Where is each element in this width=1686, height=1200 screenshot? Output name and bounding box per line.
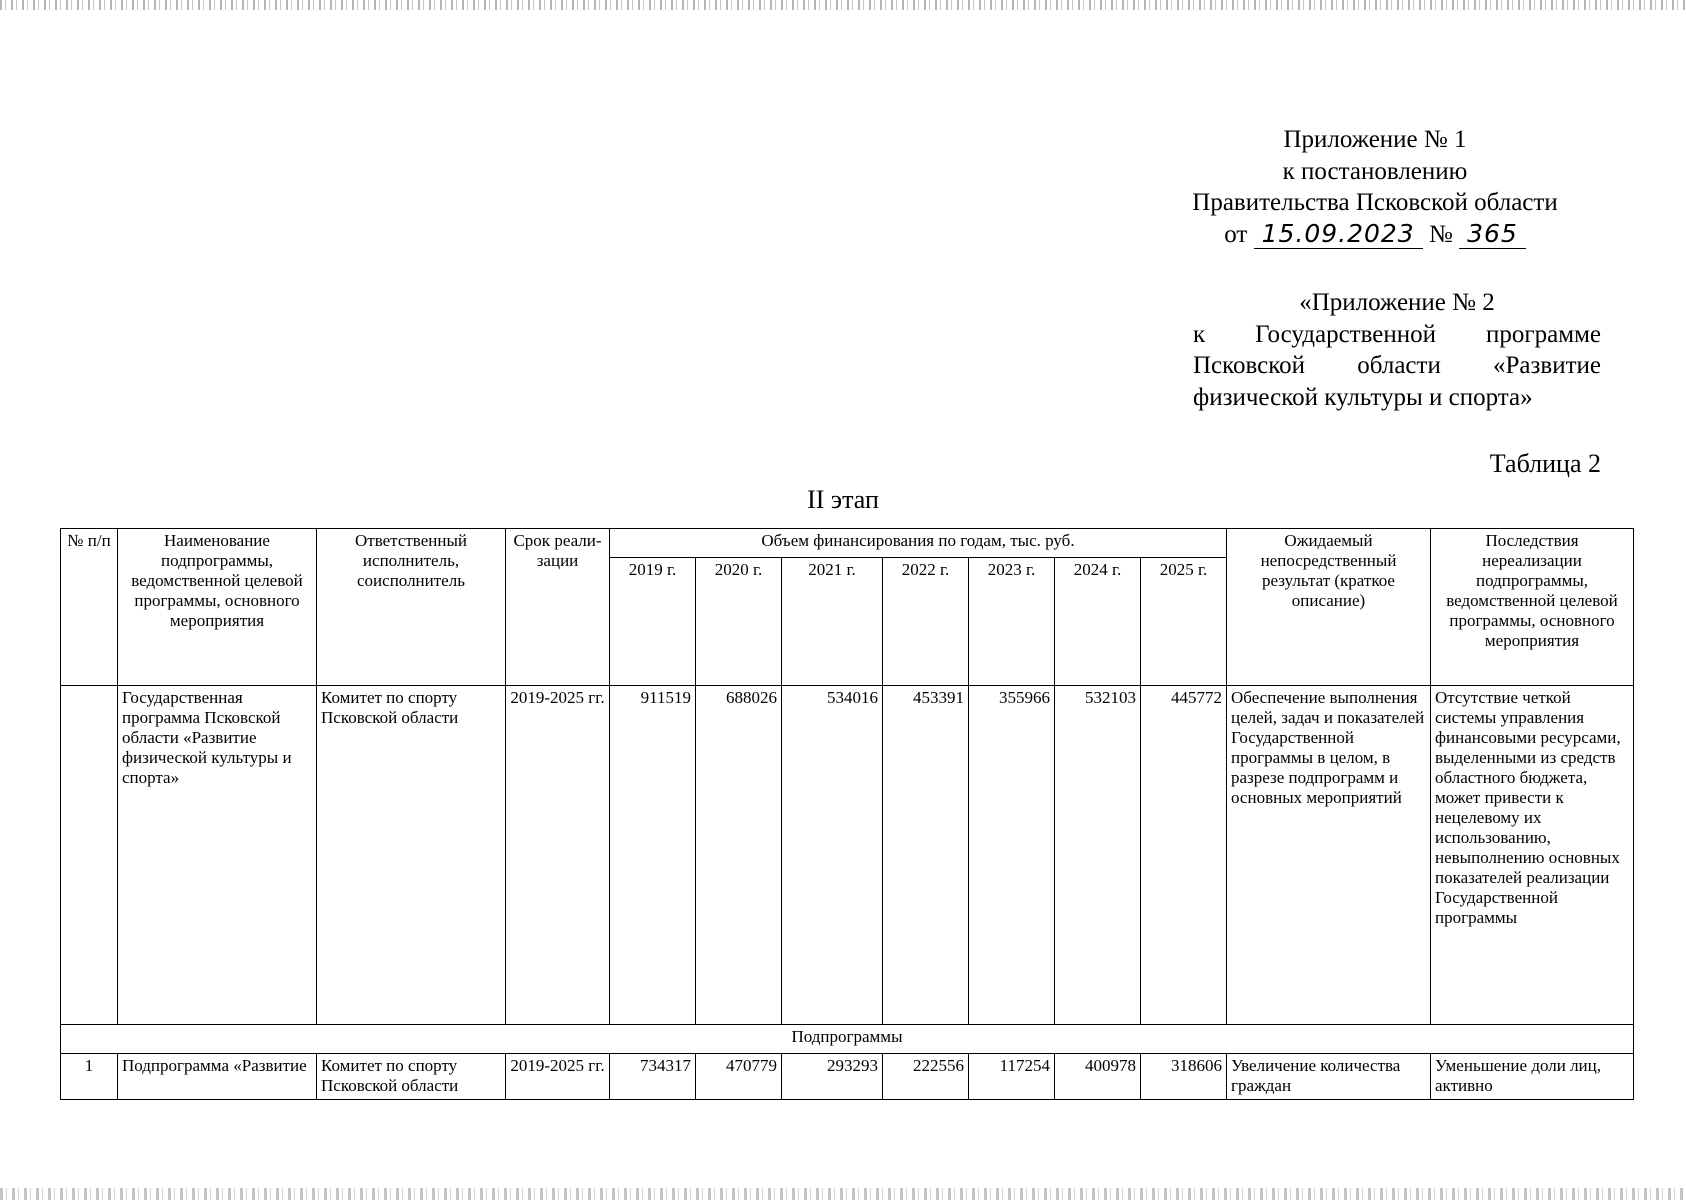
header-year: 2023 г. bbox=[969, 558, 1055, 686]
row-value: 734317 bbox=[610, 1054, 696, 1100]
row-name: Государственная программа Псковской области «Развитие физической культуры и спорта» bbox=[118, 686, 317, 1025]
row-value: 222556 bbox=[883, 1054, 969, 1100]
scan-edge-top bbox=[0, 0, 1686, 10]
handwritten-date: 15.09.2023 bbox=[1254, 219, 1423, 249]
row-value: 532103 bbox=[1055, 686, 1141, 1025]
row-result: Увеличение количества граждан bbox=[1227, 1054, 1431, 1100]
row-value: 400978 bbox=[1055, 1054, 1141, 1100]
row-executor: Комитет по спорту Псковской области bbox=[317, 1054, 506, 1100]
row-consequences: Уменьшение доли лиц, активно bbox=[1431, 1054, 1634, 1100]
table-caption: Таблица 2 bbox=[1489, 449, 1601, 478]
annex-1-title: Приложение № 1 bbox=[1283, 126, 1467, 153]
annex-2-line-2: к Государственной программе bbox=[1193, 320, 1601, 348]
number-prefix: № bbox=[1428, 220, 1453, 248]
row-value: 470779 bbox=[696, 1054, 782, 1100]
row-result: Обеспечение выполнения целей, задач и показателей Государственной программы в целом, в разрезе подпрограмм и основных мероприятий bbox=[1227, 686, 1431, 1025]
funding-table bbox=[60, 528, 1634, 1100]
annex-2-title: «Приложение № 2 bbox=[1299, 289, 1495, 316]
header-year: 2021 г. bbox=[782, 558, 883, 686]
row-value: 445772 bbox=[1141, 686, 1227, 1025]
annex-1-block bbox=[1150, 124, 1600, 250]
row-value: 117254 bbox=[969, 1054, 1055, 1100]
header-row-1 bbox=[61, 529, 1634, 558]
row-name: Подпрограмма «Развитие bbox=[118, 1054, 317, 1100]
header-name: Наименование подпрограммы, ведомственной целевой программы, основного мероприятия bbox=[118, 529, 317, 686]
row-term: 2019-2025 гг. bbox=[506, 686, 610, 1025]
header-year: 2019 г. bbox=[610, 558, 696, 686]
row-value: 534016 bbox=[782, 686, 883, 1025]
row-num: 1 bbox=[61, 1054, 118, 1100]
row-consequences: Отсутствие четкой системы управления финансовыми ресурсами, выделенными из средств областного бюджета, может привести к нецелевому их использованию, невыполнению основных показателей реализации Государственной программы bbox=[1431, 686, 1634, 1025]
stage-title: II этап bbox=[807, 485, 879, 514]
header-term: Срок реали-зации bbox=[506, 529, 610, 686]
header-executor: Ответственный исполнитель, соисполнитель bbox=[317, 529, 506, 686]
row-value: 293293 bbox=[782, 1054, 883, 1100]
section-row bbox=[61, 1025, 1634, 1054]
header-funding: Объем финансирования по годам, тыс. руб. bbox=[610, 529, 1227, 558]
row-value: 911519 bbox=[610, 686, 696, 1025]
row-executor: Комитет по спорту Псковской области bbox=[317, 686, 506, 1025]
header-result: Ожидаемый непосредственный результат (краткое описание) bbox=[1227, 529, 1431, 686]
row-value: 453391 bbox=[883, 686, 969, 1025]
row-value: 688026 bbox=[696, 686, 782, 1025]
header-consequences: Последствия нереализации подпрограммы, ведомственной целевой программы, основного мероприятия bbox=[1431, 529, 1634, 686]
annex-1-date-line bbox=[1150, 219, 1600, 251]
row-value: 318606 bbox=[1141, 1054, 1227, 1100]
row-value: 355966 bbox=[969, 686, 1055, 1025]
row-num bbox=[61, 686, 118, 1025]
header-year: 2020 г. bbox=[696, 558, 782, 686]
annex-2-block bbox=[1193, 287, 1601, 413]
table-row bbox=[61, 686, 1634, 1025]
date-prefix: от bbox=[1224, 220, 1248, 248]
annex-2-line-4: физической культуры и спорта» bbox=[1193, 383, 1533, 411]
header-num: № п/п bbox=[61, 529, 118, 686]
table-row bbox=[61, 1054, 1634, 1100]
annex-1-line-2: к постановлению bbox=[1282, 157, 1468, 185]
scan-edge-bottom bbox=[0, 1188, 1686, 1200]
header-year: 2025 г. bbox=[1141, 558, 1227, 686]
handwritten-number: 365 bbox=[1459, 219, 1526, 249]
header-year: 2022 г. bbox=[883, 558, 969, 686]
row-term: 2019-2025 гг. bbox=[506, 1054, 610, 1100]
section-label: Подпрограммы bbox=[61, 1025, 1634, 1054]
annex-2-line-3: Псковской области «Развитие bbox=[1193, 352, 1601, 379]
header-year: 2024 г. bbox=[1055, 558, 1141, 686]
annex-1-line-3: Правительства Псковской области bbox=[1192, 189, 1558, 216]
